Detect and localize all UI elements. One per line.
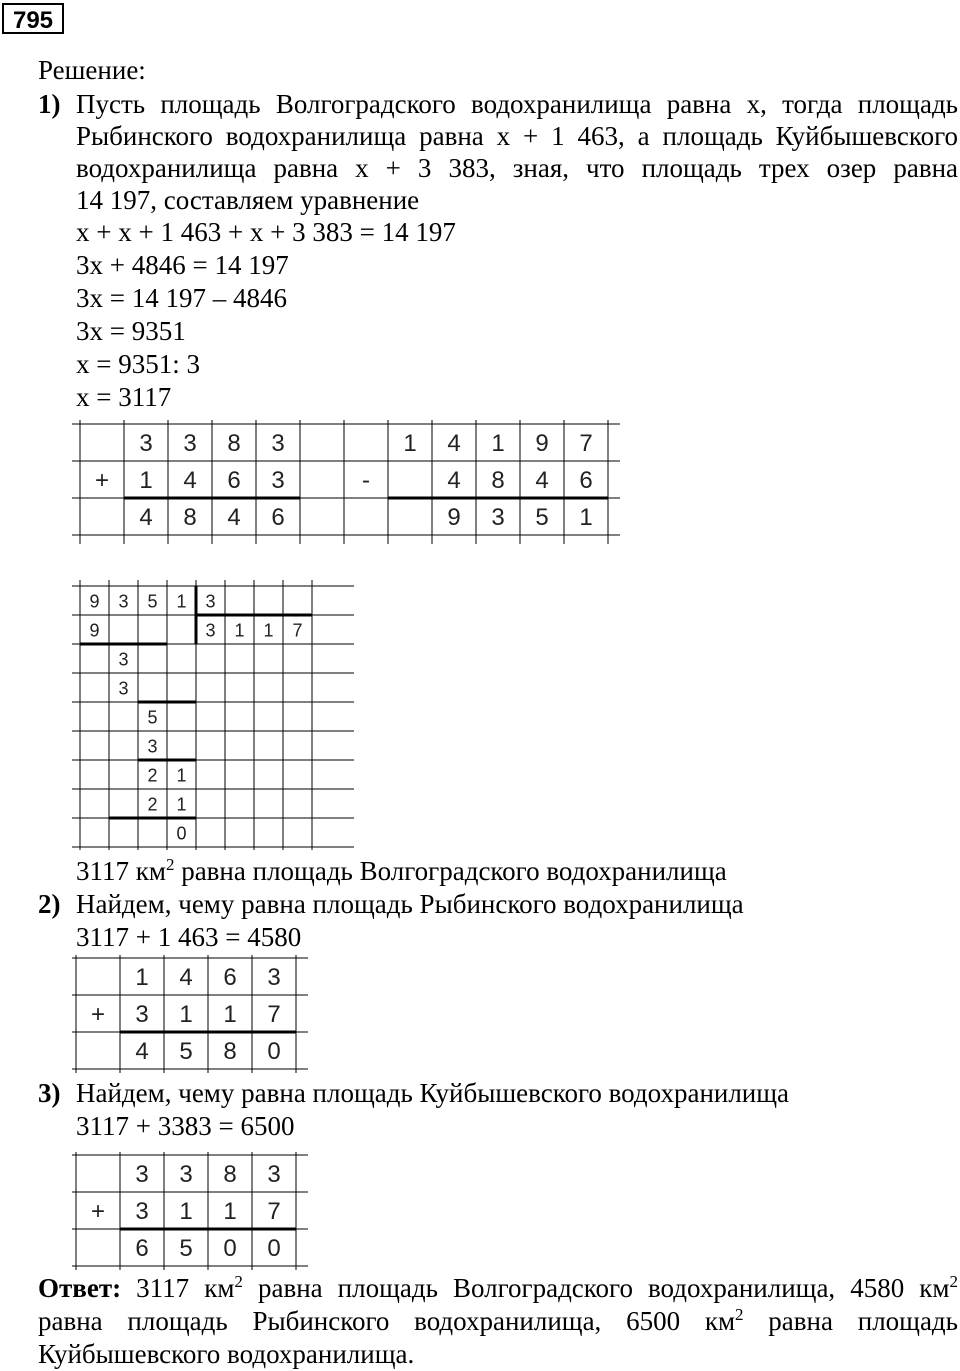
grid-digit: 4 xyxy=(183,467,197,494)
grid-digit: 1 xyxy=(176,591,187,612)
step1-line-2: Рыбинского водохранилища равна x + 1 463, а площадь Куйбышевского xyxy=(76,121,958,151)
grid-digit: 4 xyxy=(227,504,241,531)
grid-digit: 6 xyxy=(223,964,237,991)
equation-1: x + x + 1 463 + x + 3 383 = 14 197 xyxy=(76,217,456,247)
step2-text: Найдем, чему равна площадь Рыбинского водохранилища xyxy=(76,889,744,919)
step2-equation: 3117 + 1 463 = 4580 xyxy=(76,922,302,952)
equation-5: x = 9351: 3 xyxy=(76,349,200,379)
grid-digit: 8 xyxy=(491,467,505,494)
grid-digit: 2 xyxy=(147,794,158,815)
grid-digit: 7 xyxy=(267,1198,281,1225)
grid-digit: 1 xyxy=(139,467,153,494)
grid-digit: 3 xyxy=(271,430,285,457)
grid-digit: 5 xyxy=(535,504,549,531)
grid-digit: 1 xyxy=(491,430,505,457)
step3-equation: 3117 + 3383 = 6500 xyxy=(76,1111,295,1141)
grid-digit: 3 xyxy=(135,1001,149,1028)
grid-digit: 1 xyxy=(234,620,245,641)
grid-digit: 3 xyxy=(135,1161,149,1188)
grid-digit: 3 xyxy=(267,964,281,991)
step1-line-4: 14 197, составляем уравнение xyxy=(76,185,420,215)
equation-2: 3x + 4846 = 14 197 xyxy=(76,250,289,280)
grid-digit: 1 xyxy=(176,794,187,815)
step2-number: 2) xyxy=(38,889,61,919)
grid-digit: 3 xyxy=(183,430,197,457)
grid-digit: 6 xyxy=(271,504,285,531)
grid-digit: 6 xyxy=(135,1235,149,1262)
grid-digit: 3 xyxy=(267,1161,281,1188)
grid-digit: 7 xyxy=(267,1001,281,1028)
step1-line-1: Пусть площадь Волгоградского водохранилища равна x, тогда площадь xyxy=(76,89,958,119)
grid-digit: 5 xyxy=(179,1038,193,1065)
step1-line-3: водохранилища равна x + 3 383, зная, что площадь трех озер равна xyxy=(76,153,958,183)
grid-digit: 7 xyxy=(579,430,593,457)
grid-digit: 5 xyxy=(179,1235,193,1262)
grid-digit: 5 xyxy=(147,591,158,612)
step1-result: 3117 $км^2$ равна площадь Волгоградского водохранилища xyxy=(76,855,727,886)
equation-4: 3x = 9351 xyxy=(76,316,186,346)
grid-digit: 0 xyxy=(176,823,187,844)
grid-digit: 1 xyxy=(223,1001,237,1028)
grid-digit: 4 xyxy=(447,430,461,457)
equation-6: x = 3117 xyxy=(76,382,172,412)
grid-digit: + xyxy=(94,467,110,494)
grid-digit: 8 xyxy=(227,430,241,457)
division-grid xyxy=(72,580,354,850)
grid-digit: 1 xyxy=(223,1198,237,1225)
grid-digit: 3 xyxy=(271,467,285,494)
step3-text: Найдем, чему равна площадь Куйбышевского водохранилища xyxy=(76,1078,790,1108)
grid-digit: 6 xyxy=(579,467,593,494)
grid-digit: 4 xyxy=(179,964,193,991)
grid-digit: 8 xyxy=(223,1161,237,1188)
answer-line-2: равна площадь Рыбинского водохранилища, 6500 $км^2$ равна площадь xyxy=(38,1305,958,1336)
grid-digit: 2 xyxy=(147,765,158,786)
grid-digit: 3 xyxy=(491,504,505,531)
grid-digit: 1 xyxy=(135,964,149,991)
grid-digit: 9 xyxy=(535,430,549,457)
addition-grid-3 xyxy=(72,1152,308,1270)
step1-number: 1) xyxy=(38,89,61,119)
grid-digit: 1 xyxy=(579,504,593,531)
solution-label: Решение: xyxy=(38,55,146,85)
grid-digit: + xyxy=(90,1198,106,1225)
grid-digit: 8 xyxy=(223,1038,237,1065)
grid-digit: 1 xyxy=(403,430,417,457)
addition-grid-2 xyxy=(72,955,308,1073)
grid-digit: 4 xyxy=(139,504,153,531)
grid-digit: 8 xyxy=(183,504,197,531)
grid-digit: 4 xyxy=(535,467,549,494)
grid-digit: 9 xyxy=(89,620,100,641)
grid-digit: 3 xyxy=(147,736,158,757)
grid-digit: 7 xyxy=(292,620,303,641)
grid-digit: 3 xyxy=(118,591,129,612)
grid-digit: 1 xyxy=(176,765,187,786)
grid-digit: 4 xyxy=(447,467,461,494)
grid-digit: 3 xyxy=(205,620,216,641)
grid-digit: 9 xyxy=(447,504,461,531)
grid-digit: 0 xyxy=(267,1038,281,1065)
equation-3: 3x = 14 197 – 4846 xyxy=(76,283,287,313)
problem-number: 795 xyxy=(2,3,64,34)
grid-digit: - xyxy=(362,467,370,494)
answer-line-3: Куйбышевского водохранилища. xyxy=(38,1339,415,1369)
grid-digit: 3 xyxy=(135,1198,149,1225)
grid-digit: 6 xyxy=(227,467,241,494)
answer-line-1: Ответ: 3117 $км^2$ равна площадь Волгоградского водохранилища, 4580 $км^2$ xyxy=(38,1272,958,1303)
grid-digit: 0 xyxy=(223,1235,237,1262)
grid-digit: + xyxy=(90,1001,106,1028)
grid-digit: 3 xyxy=(205,591,216,612)
grid-digit: 1 xyxy=(179,1198,193,1225)
grid-digit: 3 xyxy=(179,1161,193,1188)
grid-digit: 1 xyxy=(263,620,274,641)
grid-digit: 9 xyxy=(89,591,100,612)
grid-digit: 1 xyxy=(179,1001,193,1028)
grid-digit: 3 xyxy=(118,678,129,699)
grid-digit: 0 xyxy=(267,1235,281,1262)
addition-subtraction-grid xyxy=(72,420,620,544)
grid-digit: 3 xyxy=(139,430,153,457)
step3-number: 3) xyxy=(38,1078,61,1108)
grid-digit: 3 xyxy=(118,649,129,670)
grid-digit: 5 xyxy=(147,707,158,728)
grid-digit: 4 xyxy=(135,1038,149,1065)
